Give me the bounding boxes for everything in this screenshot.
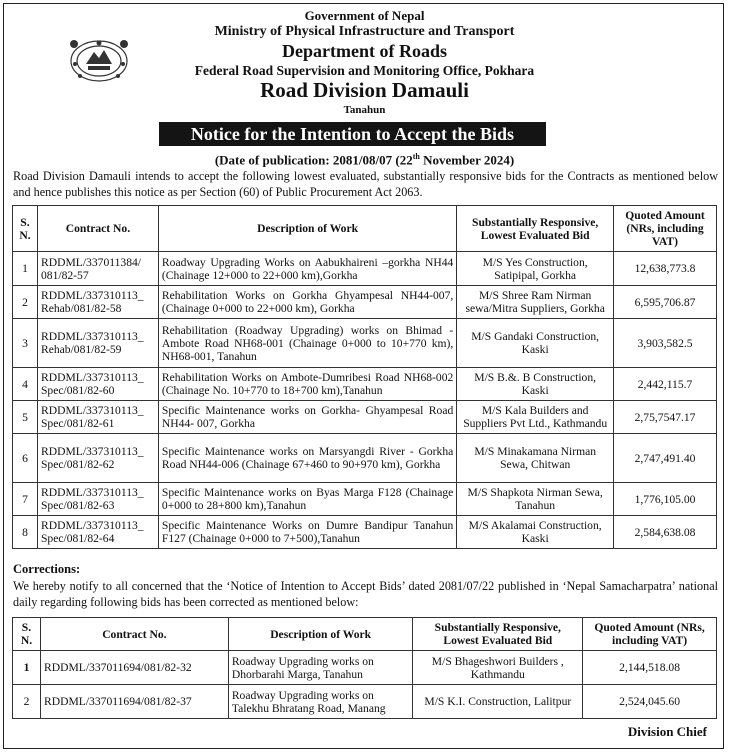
row-contract: RDDML/337310113_ Spec/081/82-60 [37,368,158,401]
row-sn: 7 [13,483,38,516]
row-bidder: M/S Kala Builders and Suppliers Pvt Ltd., Kathmandu [457,401,614,434]
row-amount: 6,595,706.87 [614,286,717,319]
row-bidder: M/S Minakamana Nirman Sewa, Chitwan [457,434,614,483]
row-contract: RDDML/337310113_ Spec/081/82-64 [37,516,158,549]
corrections-table [12,617,717,719]
row-contract: RDDML/337310113_ Rehab/081/82-59 [37,319,158,368]
row-sn: 1 [13,252,38,286]
row-amount: 2,524,045.60 [583,685,717,719]
row-description: Specific Maintenance works on Gorkha- Ghyampesal Road NH44- 007, Gorkha [158,401,456,434]
row-contract: RDDML/337310113_ Spec/081/82-61 [37,401,158,434]
row-description: Roadway Upgrading works on Dhorbarahi Marga, Tanahun [228,651,413,685]
row-bidder: M/S K.I. Construction, Lalitpur [413,685,583,719]
row-description: Rehabilitation Works on Ambote-Dumribesi Road NH68-002 (Chainage No. 10+770 to 18+700 km),Tanahun [158,368,456,401]
row-sn: 6 [13,434,38,483]
division-title: Road Division Damauli [260,78,469,102]
row-contract: RDDML/337011694/081/82-37 [40,685,228,719]
row-amount: 2,75,7547.17 [614,401,717,434]
publication-date: (Date of publication: 2081/08/07 (22th November 2024) [214,152,515,168]
col-bidder: Substantially Responsive, Lowest Evaluated Bid [413,618,583,651]
row-amount: 3,903,582.5 [614,319,717,368]
col-bidder: Substantially Responsive, Lowest Evaluated Bid [457,206,614,252]
row-amount: 2,584,638.08 [614,516,717,549]
row-contract: RDDML/337310113_ Spec/081/82-62 [37,434,158,483]
row-bidder: M/S Shree Ram Nirman sewa/Mitra Suppliers, Gorkha [457,286,614,319]
notice-title: Notice for the Intention to Accept the Bids [159,122,546,146]
row-sn: 8 [13,516,38,549]
row-sn: 2 [13,286,38,319]
signature-title: Division Chief [627,724,707,739]
corrections-table-header [13,618,717,651]
table-row [13,401,717,434]
corrections-paragraph: We hereby notify to all concerned that the ‘Notice of Intention to Accept Bids’ dated 2081/07/22 published in ‘Nepal Samacharpatra’ national daily regarding following bids has been corrected as mentioned below: [13,579,718,609]
intro-paragraph: Road Division Damauli intends to accept the following lowest evaluated, substantially responsive bids for the Contracts as mentioned below and hence publishes this notice as per Section (60) of Public Procurement Act 2063. [13,169,718,199]
row-contract: RDDML/337011384/ 081/82-57 [37,252,158,286]
col-amount: Quoted Amount (NRs, including VAT) [583,618,717,651]
row-bidder: M/S Akalamai Construction, Kaski [457,516,614,549]
department-line: Department of Roads [282,41,447,61]
bids-table [12,205,717,549]
table-row [13,286,717,319]
col-sn: S. N. [13,206,38,252]
corrections-heading: Corrections: [13,562,81,576]
row-sn: 1 [13,651,41,685]
col-description: Description of Work [228,618,413,651]
col-description: Description of Work [158,206,456,252]
ministry-line: Ministry of Physical Infrastructure and Transport [214,24,515,39]
row-description: Rehabilitation Works on Gorkha Ghyampesal NH44-007, (Chainage 0+000 to 22+000 km), Gorkha [158,286,456,319]
row-sn: 2 [13,685,41,719]
row-amount: 2,144,518.08 [583,651,717,685]
row-amount: 1,776,105.00 [614,483,717,516]
row-bidder: M/S Gandaki Construction, Kaski [457,319,614,368]
table-row [13,483,717,516]
row-bidder: M/S B.&. B Construction, Kaski [457,368,614,401]
row-contract: RDDML/337310113_ Spec/081/82-63 [37,483,158,516]
table-row [13,434,717,483]
row-bidder: M/S Yes Construction, Satipipal, Gorkha [457,252,614,286]
district-line: Tanahun [343,104,386,116]
row-contract: RDDML/337310113_ Rehab/081/82-58 [37,286,158,319]
row-amount: 12,638,773.8 [614,252,717,286]
row-amount: 2,747,491.40 [614,434,717,483]
table-row [13,685,717,719]
office-line: Federal Road Supervision and Monitoring Office, Pokhara [194,63,535,78]
row-description: Specific Maintenance works on Byas Marga F128 (Chainage 0+000 to 28+800 km),Tanahun [158,483,456,516]
col-sn: S. N. [13,618,41,651]
row-description: Specific Maintenance works on Marsyangdi River - Gorkha Road NH44-006 (Chainage 67+460 to 90+970 km), Gorkha [158,434,456,483]
col-contract: Contract No. [40,618,228,651]
row-contract: RDDML/337011694/081/82-32 [40,651,228,685]
row-sn: 3 [13,319,38,368]
bids-table-header [13,206,717,252]
row-description: Roadway Upgrading Works on Aabukhaireni –gorkha NH44 (Chainage 12+000 to 22+000 km),Gorkha [158,252,456,286]
row-description: Roadway Upgrading works on Talekhu Bhratang Road, Manang [228,685,413,719]
table-row [13,651,717,685]
col-contract: Contract No. [37,206,158,252]
table-row [13,252,717,286]
table-row [13,319,717,368]
government-line: Government of Nepal [304,8,425,23]
row-amount: 2,442,115.7 [614,368,717,401]
row-description: Rehabilitation (Roadway Upgrading) works on Bhimad - Ambote Road NH68-001 (Chainage 0+000 to 10+770 km), NH68-001, Tanahun [158,319,456,368]
row-bidder: M/S Shapkota Nirman Sewa, Tanahun [457,483,614,516]
row-bidder: M/S Bhageshwori Builders , Kathmandu [413,651,583,685]
table-row [13,516,717,549]
col-amount: Quoted Amount (NRs, including VAT) [614,206,717,252]
row-sn: 5 [13,401,38,434]
row-description: Specific Maintenance Works on Dumre Bandipur Tanahun F127 (Chainage 0+000 to 7+500),Tanahun [158,516,456,549]
row-sn: 4 [13,368,38,401]
table-row [13,368,717,401]
